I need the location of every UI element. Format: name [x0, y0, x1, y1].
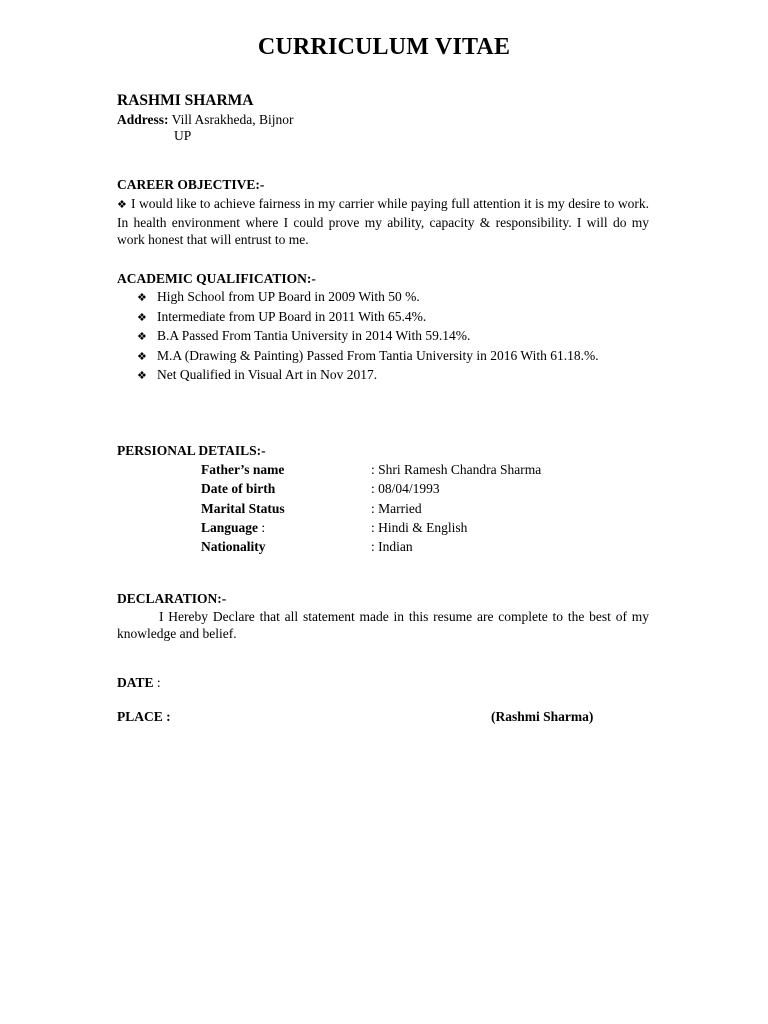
address-label: Address: [117, 112, 169, 127]
academic-list [137, 287, 599, 385]
detail-value: : Shri Ramesh Chandra Sharma [371, 462, 542, 477]
address-line-2: UP [174, 128, 192, 143]
detail-label: Date of birth [201, 481, 276, 497]
diamond-bullet-icon: ❖ [137, 292, 147, 304]
signature-name: (Rashmi Sharma) [491, 709, 594, 724]
address-line-1 [117, 112, 293, 128]
career-objective-text [117, 195, 649, 248]
detail-label: Language : [201, 519, 266, 535]
diamond-bullet-icon: ❖ [137, 350, 147, 363]
detail-label: Nationality [201, 539, 266, 555]
personal-details-heading: PERSIONAL DETAILS:- [117, 443, 266, 458]
detail-row-nationality [201, 537, 601, 556]
diamond-bullet-icon: ❖ [137, 311, 147, 324]
academic-heading: ACADEMIC QUALIFICATION:- [117, 271, 316, 286]
address-value: Vill Asrakheda, Bijnor [171, 112, 294, 127]
detail-row-dob [201, 479, 601, 498]
detail-row-father [201, 460, 601, 479]
diamond-bullet-icon: ❖ [137, 370, 147, 382]
detail-label: Father’s name [201, 462, 285, 477]
list-item: ❖ M.A (Drawing & Painting) Passed From Tantia University in 2016 With 61.18.%. [137, 346, 599, 366]
list-item: ❖ B.A Passed From Tantia University in 2014 With 59.14%. [137, 326, 599, 346]
detail-value: : Married [371, 500, 422, 516]
detail-value: : 08/04/1993 [371, 481, 440, 497]
list-item: ❖ Intermediate from UP Board in 2011 With 65.4%. [137, 307, 599, 327]
detail-value: : Hindi & English [371, 519, 468, 535]
declaration-text: I Hereby Declare that all statement made in this resume are complete to the best of my knowledge and belief. [117, 609, 649, 641]
personal-details-table [201, 460, 601, 556]
career-objective-body: I would like to achieve fairness in my carrier while paying full attention it is my desire to work. In health environment where I could prove my ability, capacity & responsibility. I will do my work honest that will entrust to me. [117, 196, 649, 247]
detail-label: Marital Status [201, 500, 285, 516]
document-title: CURRICULUM VITAE [257, 34, 511, 60]
detail-row-language [201, 518, 601, 537]
detail-value: : Indian [371, 539, 413, 555]
date-field: DATE : [117, 675, 161, 690]
candidate-name: RASHMI SHARMA [117, 92, 254, 109]
diamond-bullet-icon: ❖ [117, 199, 127, 211]
date-label: DATE [117, 675, 154, 690]
diamond-bullet-icon: ❖ [137, 331, 147, 343]
place-label: PLACE : [117, 709, 171, 724]
list-item: ❖ High School from UP Board in 2009 With 50 %. [137, 287, 599, 307]
list-item: ❖ Net Qualified in Visual Art in Nov 2017. [137, 365, 599, 385]
career-objective-heading: CAREER OBJECTIVE:- [117, 177, 265, 192]
declaration-heading: DECLARATION:- [117, 591, 227, 606]
detail-row-marital [201, 499, 601, 518]
